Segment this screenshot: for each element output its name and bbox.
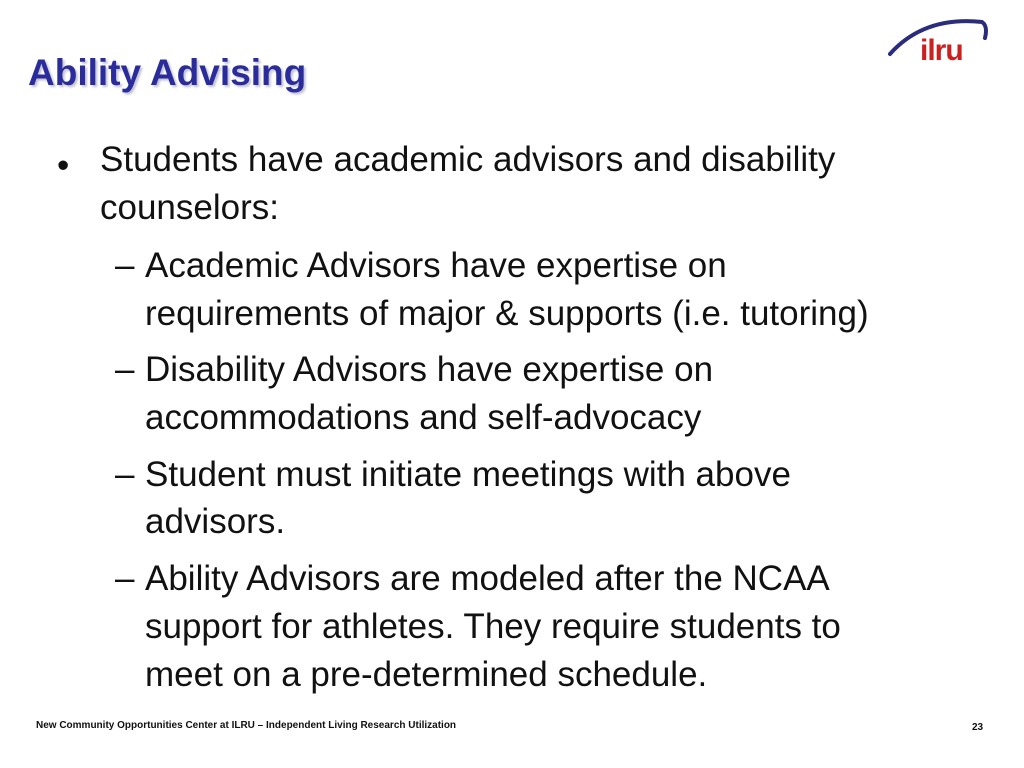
sub-bullet-dash: – [115,559,135,598]
footer-text: New Community Opportunities Center at ILRU – Independent Living Research Utilization [36,720,457,731]
sub-bullet-4-line-3: meet on a pre-determined schedule. [145,655,708,694]
sub-bullet-dash: – [115,350,135,389]
sub-bullet-dash: – [115,246,135,285]
sub-bullet-dash: – [115,455,135,494]
sub-bullet-1-line-2: requirements of major & supports (i.e. tutoring) [145,294,869,333]
sub-bullet-3-line-1: Student must initiate meetings with above [145,455,791,494]
logo-text: ilru [920,34,963,67]
bullet-marker: • [57,146,70,185]
sub-bullet-4-line-2: support for athletes. They require students to [145,607,841,646]
sub-bullet-2-line-1: Disability Advisors have expertise on [145,350,714,389]
sub-bullet-2-line-2: accommodations and self-advocacy [145,398,702,437]
sub-bullet-4-line-1: Ability Advisors are modeled after the NCAA [145,559,830,598]
bullet-text-line-2: counselors: [100,188,279,227]
sub-bullet-1-line-1: Academic Advisors have expertise on [145,246,727,285]
slide-title: Ability Advising [28,52,307,93]
sub-bullet-3-line-2: advisors. [145,502,286,541]
bullet-text-line-1: Students have academic advisors and disability [100,140,836,179]
page-number: 23 [972,722,984,733]
ilru-logo-icon [884,14,994,74]
